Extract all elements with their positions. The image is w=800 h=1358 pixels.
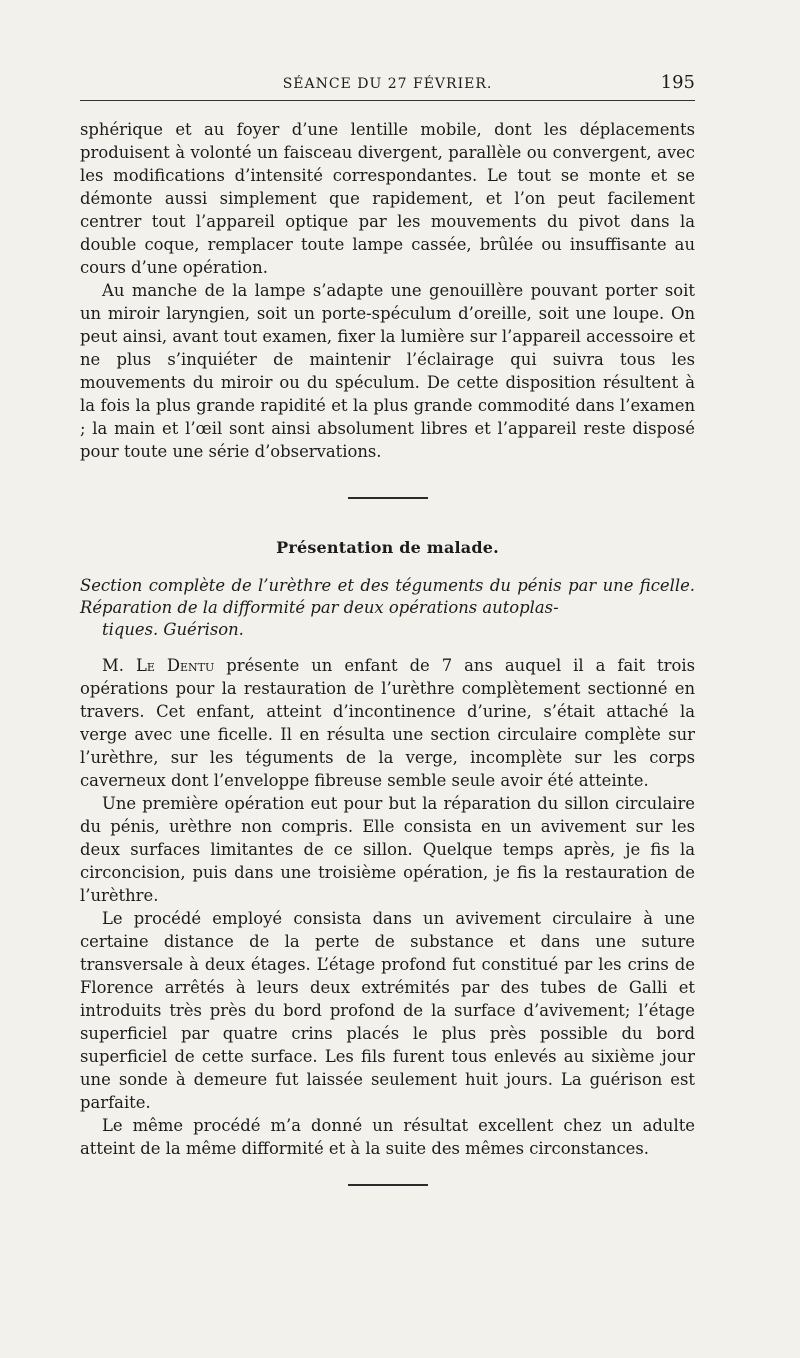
paragraph-3-text: présente un enfant de 7 ans auquel il a fait trois opérations pour la restauration de l’urèthre complètement sectionné en travers. Cet enfant, atteint d’incontinence d’urine, s’était attaché la verge avec une ficelle. Il en résulta une section circulaire complète sur l’urèthre, sur les téguments de la verge, incomplète sur les corps caverneux dont l’enveloppe fibreuse semble seule avoir été atteinte. — [80, 656, 695, 790]
paragraph-1: sphérique et au foyer d’une lentille mobile, dont les déplacements produisent à volonté un faisceau divergent, parallèle ou convergent, avec les modifications d’intensité correspondantes. Le tout se monte et se démonte aussi simplement que rapidement, et l’on peut facilement centrer tout l’appareil optique par les mouvements du pivot dans la double coque, remplacer toute lampe cassée, brûlée ou insuffisante au cours d’une opération. — [80, 120, 695, 277]
paragraph-4: Une première opération eut pour but la réparation du sillon circulaire du pénis, urèthre non compris. Elle consista en un avivement sur les deux surfaces limitantes de ce sillon. Quelque temps après, je fis la circoncision, puis dans une troisième opération, je fis la restauration de l’urèthre. — [80, 794, 695, 905]
document-page — [80, 60, 695, 1186]
end-divider — [348, 1184, 428, 1186]
subtitle-line-2: tiques. Guérison. — [102, 620, 244, 639]
paragraph-3 — [80, 654, 695, 792]
section-divider — [348, 497, 428, 499]
section-subtitle — [80, 575, 695, 641]
paragraph-6: Le même procédé m’a donné un résultat excellent chez un adulte atteint de la même difformité et à la suite des mêmes circonstances. — [80, 1116, 695, 1158]
document-body — [80, 118, 695, 1186]
paragraph-5: Le procédé employé consista dans un avivement circulaire à une certaine distance de la perte de substance et dans une suture transversale à deux étages. L’étage profond fut constitué par les crins de Florence arrêtés à leurs deux extrémités par des tubes de Galli et introduits très près du bord profond de la surface d’avivement; l’étage superficiel par quatre crins placés le plus près possible du bord superficiel de cette surface. Les fils furent tous enlevés au sixième jour une sonde à demeure fut laissée seulement huit jours. La guérison est parfaite. — [80, 909, 695, 1112]
running-header — [80, 60, 695, 101]
running-title: SÉANCE DU 27 FÉVRIER. — [282, 76, 493, 92]
subtitle-line-1: Section complète de l’urèthre et des téguments du pénis par une ficelle. Réparation de la difformité par deux opérations autoplas- — [80, 576, 695, 617]
page-number: 195 — [660, 72, 695, 93]
speaker-prefix: M. — [102, 656, 136, 675]
section-title: Présentation de malade. — [276, 538, 499, 557]
paragraph-2: Au manche de la lampe s’adapte une genouillère pouvant porter soit un miroir laryngien, soit un porte-spéculum d’oreille, soit une loupe. On peut ainsi, avant tout examen, fixer la lumière sur l’appareil accessoire et ne plus s’inquiéter de maintenir l’éclairage qui suivra tous les mouvements du miroir ou du spéculum. De cette disposition résultent à la fois la plus grande rapidité et la plus grande commodité dans l’examen ; la main et l’œil sont ainsi absolument libres et l’appareil reste disposé pour toute une série d’observations. — [80, 281, 695, 461]
speaker-name: Le Dentu — [135, 656, 215, 675]
